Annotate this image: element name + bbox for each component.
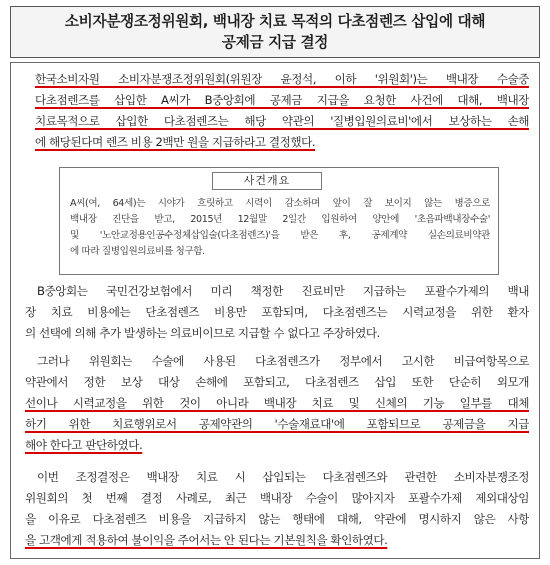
committee-decision-paragraph	[25, 351, 529, 456]
headline-line-2: 공제금 지급 결정	[221, 34, 329, 51]
para4-line-1: 이번 조정결정은 백내장 치료 시 삽입되는 다초점렌즈와 관련한 소비자분쟁조정	[37, 470, 529, 484]
para4-line-2: 위원회의 첫 번째 결정 사례로, 최근 백내장 수술이 많아지자 포괄수가제 제외대상임	[25, 491, 529, 505]
case-summary-heading: 사건개요	[212, 172, 322, 190]
summary-line-2: 백내장 진단을 받고, 2015년 12월말 2일간 입원하여 양안에 '초음파백내장수술'	[70, 214, 490, 225]
intro-line-1: 한국소비자원 소비자분쟁조정위원회(위원장 윤정석, 이하 '위원회')는 백내장 수술중	[35, 72, 529, 86]
para2-line-3: 의 선택에 의해 추가 발생하는 의료비이므로 지급할 수 없다고 주장하였다.	[25, 326, 380, 340]
para3-line-3: 선이나 시력교정을 위한 것이 아니라 백내장 치료 및 신체의 기능 일부를 대체	[25, 396, 529, 410]
intro-line-2: 다초점렌즈를 삽입한 A씨가 B중앙회에 공제금 지급을 요청한 사건에 대해, 백내장	[35, 93, 529, 107]
para3-line-2: 약관에서 정한 보상 대상 손해에 포함되고, 다초점렌즈 삽입 또한 단순히 외모개	[25, 375, 529, 389]
para4-line-4: 을 고객에게 적용하여 불이익을 주어서는 안 된다는 기본원칙을 확인하였다.	[25, 533, 388, 547]
para3-line-5: 해야 한다고 판단하였다.	[25, 438, 143, 452]
headline-line-1: 소비자분쟁조정위원회, 백내장 치료 목적의 다초점렌즈 삽입에 대해	[64, 13, 486, 30]
summary-line-4: 에 따라 질병입원의료비를 청구함.	[70, 246, 205, 257]
intro-paragraph	[35, 69, 529, 153]
para3-line-1: 그러나 위원회는 수술에 사용된 다초점렌즈가 정부에서 고시한 비급여항목으로	[37, 354, 529, 368]
para3-line-4: 하기 위한 치료행위로서 공제약관의 '수술재료대'에 포함되므로 공제금을 지급	[25, 417, 529, 431]
respondent-claim-paragraph	[25, 281, 529, 344]
case-summary-text	[70, 196, 490, 260]
intro-line-3: 치료목적으로 삽입한 다초점렌즈는 해당 약관의 '질병입원의료비'에서 보상하는 손해	[35, 114, 529, 128]
intro-line-4: 에 해당된다며 렌즈 비용 2백만 원을 지급하라고 결정했다.	[35, 135, 316, 149]
summary-line-3: 및 '노안교정용인공수정체삽입술(다초점렌즈)'을 받은 후, 공제계약 실손의료비약관	[70, 230, 490, 241]
summary-line-1: A씨(여, 64세)는 시야가 흐릿하고 시력이 감소하며 앞이 잘 보이지 않는 병증으로	[70, 198, 490, 209]
case-summary-box	[59, 167, 499, 275]
para2-line-2: 장 치료 비용에는 단초점렌즈 비용만 포함되며, 다초점렌즈는 시력교정을 위한 환자	[25, 305, 529, 319]
para4-line-3: 을 이유로 다초점렌즈 비용을 지급하지 않는 행태에 대해, 약관에 명시하지 않은 사항	[25, 512, 529, 526]
para2-line-1: B중앙회는 국민건강보험에서 미리 책정한 진료비만 지급하는 포괄수가제의 백내	[37, 284, 529, 298]
article-body	[10, 62, 540, 559]
headline-box	[10, 6, 540, 58]
significance-paragraph	[25, 467, 529, 551]
